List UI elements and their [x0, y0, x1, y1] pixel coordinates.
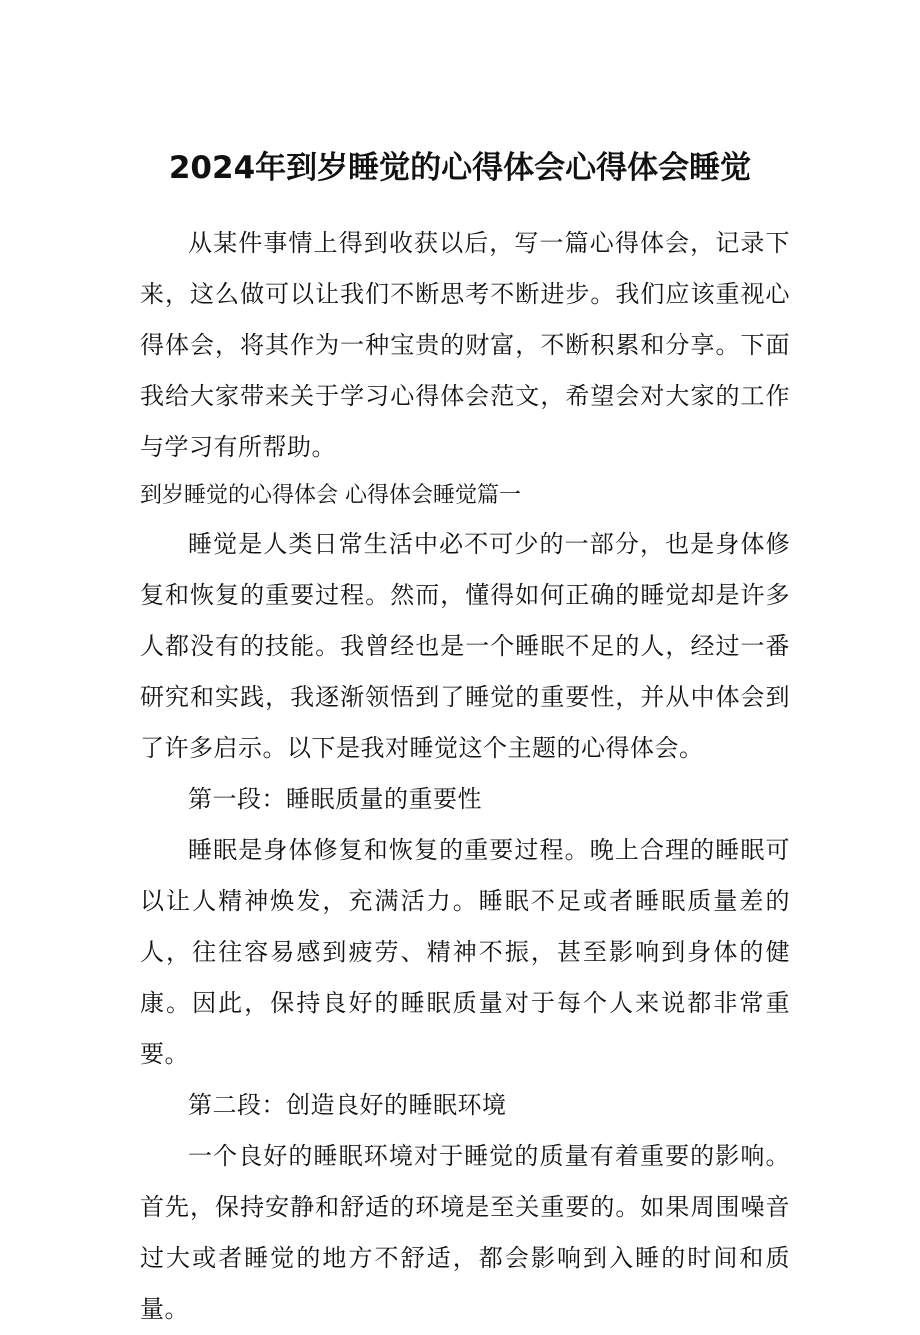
document-title: 2024年到岁睡觉的心得体会心得体会睡觉 — [168, 150, 752, 186]
subsection-heading-1: 第一段：睡眠质量的重要性 — [188, 785, 482, 813]
body-paragraph: 睡觉是人类日常生活中必不可少的一部分，也是身体修复和恢复的重要过程。然而，懂得如何正确的睡觉却是许多人都没有的技能。我曾经也是一个睡眠不足的人，经过一番研究和实践，我逐渐领悟到了睡觉的重要性，并从中体会到了许多启示。以下是我对睡觉这个主题的心得体会。 — [140, 530, 790, 762]
intro-paragraph: 从某件事情上得到收获以后，写一篇心得体会，记录下来，这么做可以让我们不断思考不断进步。我们应该重视心得体会，将其作为一种宝贵的财富，不断积累和分享。下面我给大家带来关于学习心得体会范文，希望会对大家的工作与学习有所帮助。 — [140, 229, 790, 461]
document-body — [140, 218, 790, 1335]
body-paragraph: 一个良好的睡眠环境对于睡觉的质量有着重要的影响。首先，保持安静和舒适的环境是至关重要的。如果周围噪音过大或者睡觉的地方不舒适，都会影响到入睡的时间和质量。 — [140, 1142, 790, 1323]
section-heading: 到岁睡觉的心得体会 心得体会睡觉篇一 — [140, 483, 521, 508]
subsection-heading-2: 第二段：创造良好的睡眠环境 — [188, 1091, 507, 1119]
body-paragraph: 睡眠是身体修复和恢复的重要过程。晚上合理的睡眠可以让人精神焕发，充满活力。睡眠不足或者睡眠质量差的人，往往容易感到疲劳、精神不振，甚至影响到身体的健康。因此，保持良好的睡眠质量对于每个人来说都非常重要。 — [140, 836, 790, 1068]
